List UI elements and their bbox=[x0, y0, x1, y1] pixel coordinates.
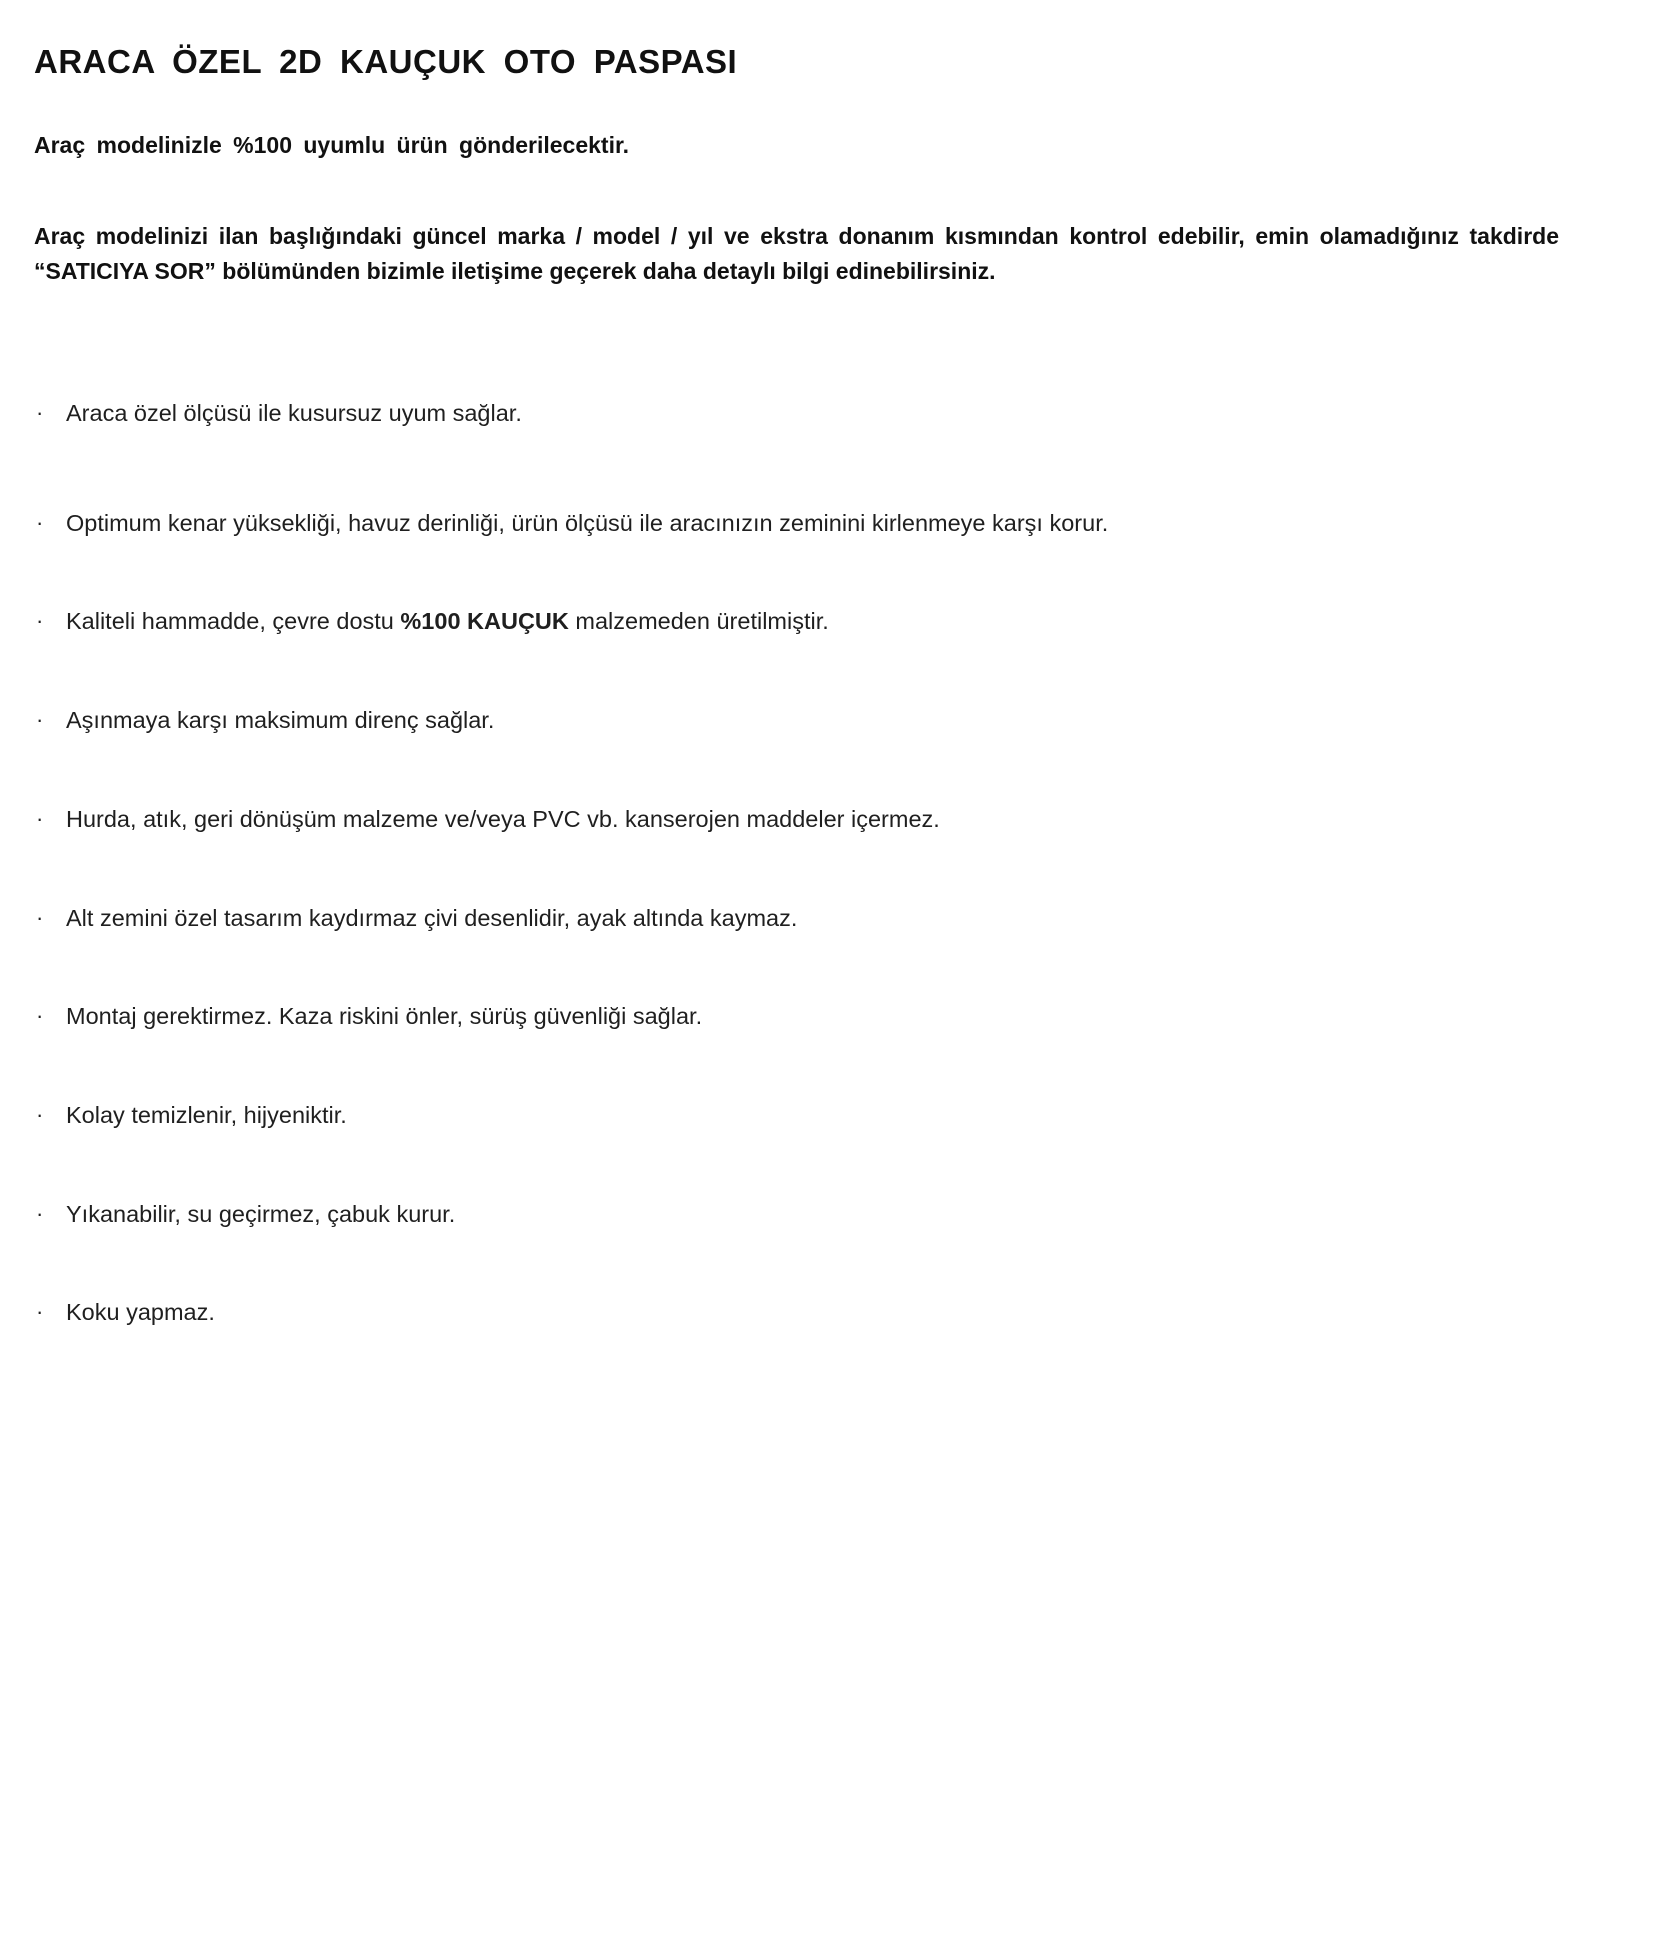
bullet-icon: · bbox=[36, 1200, 44, 1226]
compatibility-note: Araç modelinizle %100 uyumlu ürün gönderilecektir. bbox=[34, 131, 630, 158]
list-item bbox=[34, 508, 1610, 540]
list-item bbox=[34, 1297, 1610, 1329]
bullet-icon: · bbox=[36, 1299, 44, 1325]
bullet-icon: · bbox=[36, 1101, 44, 1127]
bullet-icon: · bbox=[36, 805, 44, 831]
list-item-text: Aşınmaya karşı maksimum direnç sağlar. bbox=[66, 707, 495, 734]
list-item bbox=[34, 1199, 1610, 1231]
list-item-text: Yıkanabilir, su geçirmez, çabuk kurur. bbox=[66, 1200, 456, 1227]
bullet-icon: · bbox=[36, 904, 44, 930]
list-item-text: Optimum kenar yüksekliği, havuz derinliği, ürün ölçüsü ile aracınızın zeminini kirlenmeye karşı korur. bbox=[66, 509, 1109, 536]
list-item-text: Koku yapmaz. bbox=[66, 1299, 215, 1326]
list-item bbox=[34, 1001, 1610, 1033]
bullet-icon: · bbox=[36, 399, 44, 425]
list-item-text: Alt zemini özel tasarım kaydırmaz çivi desenlidir, ayak altında kaymaz. bbox=[66, 904, 798, 931]
list-item bbox=[34, 398, 1610, 430]
bullet-icon: · bbox=[36, 509, 44, 535]
model-check-paragraph: Araç modelinizi ilan başlığındaki güncel marka / model / yıl ve ekstra donanım kısmından kontrol edebilir, emin olamadığınız takdirde “SATICIYA SOR” bölümünden bizimle iletişime geçerek daha detaylı bilgi edinebilirsiniz. bbox=[34, 222, 1559, 285]
bullet-icon: · bbox=[36, 707, 44, 733]
list-item bbox=[34, 903, 1610, 935]
list-item-emphasis: %100 KAUÇUK bbox=[400, 608, 569, 635]
list-item-text: Hurda, atık, geri dönüşüm malzeme ve/veya PVC vb. kanserojen maddeler içermez. bbox=[66, 805, 940, 832]
list-item bbox=[34, 606, 1610, 638]
list-item bbox=[34, 705, 1610, 737]
list-item-text: Kaliteli hammadde, çevre dostu %100 KAUÇUK malzemeden üretilmiştir. bbox=[66, 608, 829, 635]
bullet-icon: · bbox=[36, 608, 44, 634]
list-item bbox=[34, 1100, 1610, 1132]
intro-section bbox=[34, 130, 1610, 290]
page-title: ARACA ÖZEL 2D KAUÇUK OTO PASPASI bbox=[34, 43, 738, 80]
list-item-text: Araca özel ölçüsü ile kusursuz uyum sağlar. bbox=[66, 399, 522, 426]
feature-list bbox=[34, 398, 1610, 1329]
list-item-text: Kolay temizlenir, hijyeniktir. bbox=[66, 1101, 347, 1128]
list-item bbox=[34, 804, 1610, 836]
bullet-icon: · bbox=[36, 1003, 44, 1029]
list-item-text: Montaj gerektirmez. Kaza riskini önler, sürüş güvenliği sağlar. bbox=[66, 1003, 703, 1030]
